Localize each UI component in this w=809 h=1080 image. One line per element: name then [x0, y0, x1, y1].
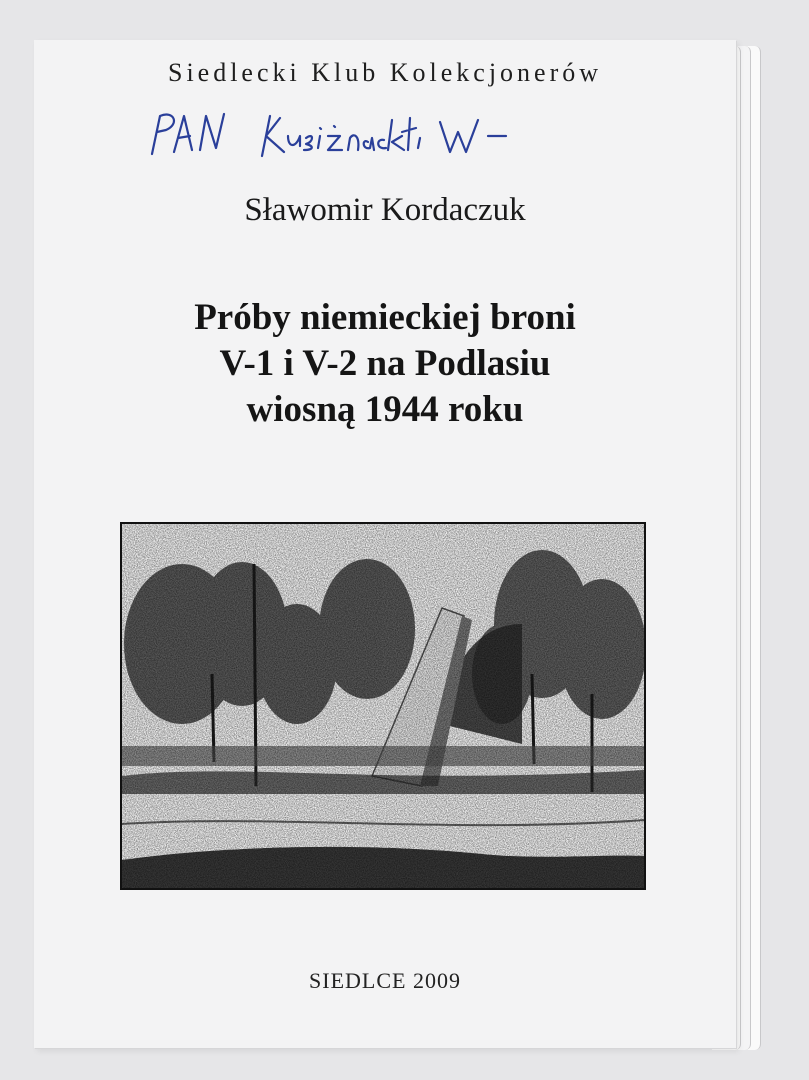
monument-photo — [120, 522, 646, 890]
booklet — [34, 40, 766, 1050]
title-line: Próby niemieckiej broni — [194, 297, 576, 338]
title-line: wiosną 1944 roku — [246, 389, 524, 430]
monument-photo-icon — [122, 524, 644, 888]
book-title — [34, 295, 736, 433]
title-line: V-1 i V-2 na Podlasiu — [219, 343, 551, 384]
author-name: Sławomir Kordaczuk — [244, 192, 526, 228]
handwritten-inscription — [144, 102, 624, 160]
place-and-year: SIEDLCE 2009 — [309, 968, 461, 993]
cover-page — [34, 40, 736, 1048]
publisher-name: Siedlecki Klub Kolekcjonerów — [167, 58, 603, 87]
